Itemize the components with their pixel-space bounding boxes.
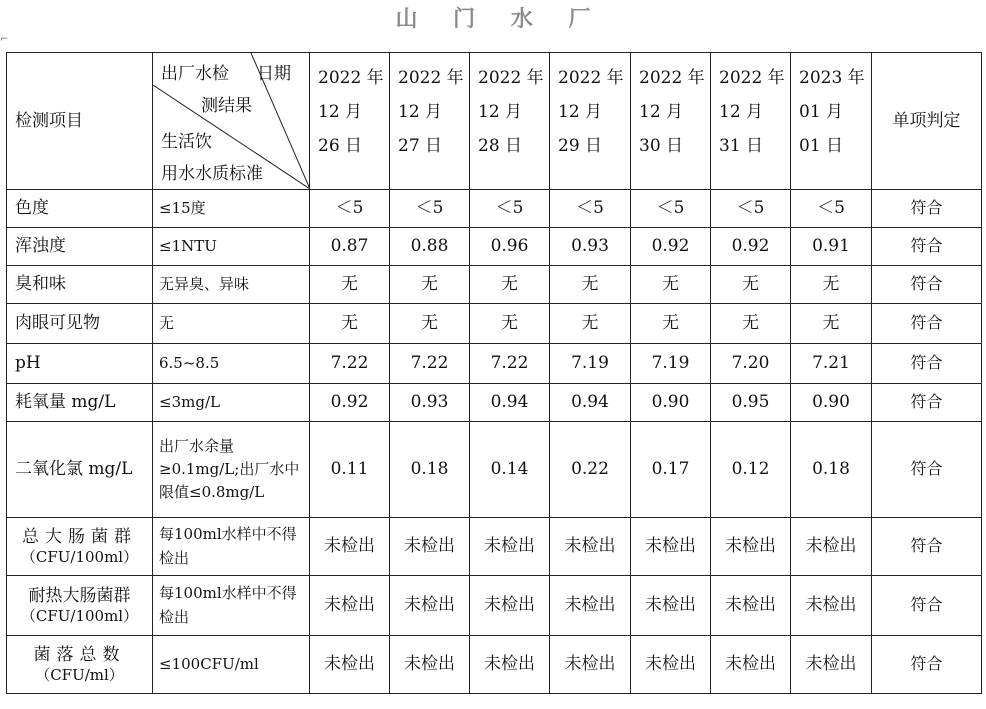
row-standard: ≤15度 xyxy=(153,190,310,228)
row-standard: 每100ml水样中不得检出 xyxy=(153,576,310,636)
row-value: 0.12 xyxy=(711,422,791,518)
row-value: 7.20 xyxy=(711,344,791,384)
date-day: 30 日 xyxy=(639,136,684,156)
row-value: 未检出 xyxy=(310,576,390,636)
row-value: 未检出 xyxy=(390,576,470,636)
row-value: 未检出 xyxy=(711,576,791,636)
row-item: 浑浊度 xyxy=(7,228,153,266)
row-value: 7.21 xyxy=(791,344,872,384)
row-standard: 出厂水余量≥0.1mg/L;出厂水中限值≤0.8mg/L xyxy=(153,422,310,518)
row-value: 0.94 xyxy=(550,384,631,422)
date-day: 28 日 xyxy=(478,136,523,156)
row-value: 无 xyxy=(711,266,791,304)
date-month: 01 月 xyxy=(799,102,844,122)
row-value: 无 xyxy=(390,304,470,344)
date-day: 26 日 xyxy=(318,136,363,156)
date-year: 2023 年 xyxy=(799,68,865,88)
table-row xyxy=(7,228,982,266)
row-judge: 符合 xyxy=(872,304,982,344)
row-value: 未检出 xyxy=(470,518,550,576)
header-date xyxy=(631,53,711,190)
row-value: 未检出 xyxy=(470,636,550,694)
row-value: 0.18 xyxy=(791,422,872,518)
row-judge: 符合 xyxy=(872,344,982,384)
row-value: 无 xyxy=(310,266,390,304)
diag-top-left-label: 出厂水检 xyxy=(161,64,229,84)
date-year: 2022 年 xyxy=(478,68,544,88)
header-date xyxy=(711,53,791,190)
row-value: 0.11 xyxy=(310,422,390,518)
water-quality-table xyxy=(6,52,982,694)
row-value: 7.22 xyxy=(310,344,390,384)
row-judge: 符合 xyxy=(872,422,982,518)
row-item xyxy=(7,518,153,576)
table-row xyxy=(7,344,982,384)
date-month: 12 月 xyxy=(318,102,363,122)
date-day: 27 日 xyxy=(398,136,443,156)
row-value: 无 xyxy=(390,266,470,304)
row-value: 无 xyxy=(310,304,390,344)
row-value: 0.87 xyxy=(310,228,390,266)
row-value: 0.92 xyxy=(711,228,791,266)
row-value: ＜5 xyxy=(631,190,711,228)
row-standard: ≤100CFU/ml xyxy=(153,636,310,694)
row-standard: ≤1NTU xyxy=(153,228,310,266)
row-item-unit: （CFU/ml） xyxy=(35,665,124,684)
row-value: 未检出 xyxy=(470,576,550,636)
row-value: ＜5 xyxy=(550,190,631,228)
date-month: 12 月 xyxy=(558,102,603,122)
row-item: 肉眼可见物 xyxy=(7,304,153,344)
row-value: 无 xyxy=(470,304,550,344)
row-value: 无 xyxy=(631,266,711,304)
row-standard: 无 xyxy=(153,304,310,344)
row-item-name: 总大肠菌群 xyxy=(22,526,137,547)
row-item-name: 菌落总数 xyxy=(33,644,126,665)
row-value: 0.93 xyxy=(550,228,631,266)
row-value: 未检出 xyxy=(791,576,872,636)
header-date xyxy=(310,53,390,190)
date-day: 29 日 xyxy=(558,136,603,156)
row-value: 未检出 xyxy=(791,636,872,694)
row-value: 0.92 xyxy=(631,228,711,266)
row-value: 未检出 xyxy=(310,518,390,576)
date-year: 2022 年 xyxy=(558,68,624,88)
row-value: 无 xyxy=(631,304,711,344)
row-value: 0.18 xyxy=(390,422,470,518)
header-row xyxy=(7,53,982,190)
row-value: 无 xyxy=(711,304,791,344)
row-value: 无 xyxy=(470,266,550,304)
row-value: 0.90 xyxy=(631,384,711,422)
date-day: 01 日 xyxy=(799,136,844,156)
row-standard: 6.5~8.5 xyxy=(153,344,310,384)
row-value: 0.22 xyxy=(550,422,631,518)
row-value: 0.90 xyxy=(791,384,872,422)
row-judge: 符合 xyxy=(872,266,982,304)
row-value: ＜5 xyxy=(310,190,390,228)
row-value: 无 xyxy=(791,266,872,304)
header-date xyxy=(470,53,550,190)
row-judge: 符合 xyxy=(872,636,982,694)
row-item xyxy=(7,576,153,636)
row-judge: 符合 xyxy=(872,518,982,576)
table-row xyxy=(7,384,982,422)
page-title: 山 门 水 厂 xyxy=(395,7,605,32)
table-row xyxy=(7,190,982,228)
row-value: ＜5 xyxy=(711,190,791,228)
row-value: 0.17 xyxy=(631,422,711,518)
row-item: 二氧化氯 mg/L xyxy=(7,422,153,518)
diag-top-right-label: 日期 xyxy=(257,64,291,84)
row-value: 无 xyxy=(550,304,631,344)
table-row xyxy=(7,636,982,694)
row-judge: 符合 xyxy=(872,190,982,228)
corner-mark: ⌐ xyxy=(0,34,9,45)
row-item-unit: （CFU/100ml） xyxy=(20,606,139,625)
header-judge-label: 单项判定 xyxy=(872,53,982,190)
row-value: 未检出 xyxy=(711,518,791,576)
header-date xyxy=(390,53,470,190)
row-value: 未检出 xyxy=(711,636,791,694)
table-row xyxy=(7,422,982,518)
date-year: 2022 年 xyxy=(398,68,464,88)
row-value: 未检出 xyxy=(550,636,631,694)
date-month: 12 月 xyxy=(639,102,684,122)
header-item-label: 检测项目 xyxy=(7,53,153,190)
row-item: pH xyxy=(7,344,153,384)
date-day: 31 日 xyxy=(719,136,764,156)
row-value: 0.93 xyxy=(390,384,470,422)
row-value: 未检出 xyxy=(550,518,631,576)
row-standard: ≤3mg/L xyxy=(153,384,310,422)
row-value: 0.92 xyxy=(310,384,390,422)
table-row xyxy=(7,576,982,636)
row-judge: 符合 xyxy=(872,384,982,422)
header-date xyxy=(791,53,872,190)
row-value: 0.94 xyxy=(470,384,550,422)
row-value: ＜5 xyxy=(390,190,470,228)
row-value: 未检出 xyxy=(550,576,631,636)
date-year: 2022 年 xyxy=(318,68,384,88)
row-value: 7.19 xyxy=(550,344,631,384)
header-date xyxy=(550,53,631,190)
row-standard: 每100ml水样中不得检出 xyxy=(153,518,310,576)
diag-bottom-label-2: 用水水质标准 xyxy=(161,164,263,184)
table-row xyxy=(7,266,982,304)
row-value: 无 xyxy=(550,266,631,304)
header-diagonal-cell xyxy=(153,53,310,190)
row-value: ＜5 xyxy=(791,190,872,228)
row-judge: 符合 xyxy=(872,228,982,266)
row-value: 0.14 xyxy=(470,422,550,518)
row-value: 0.96 xyxy=(470,228,550,266)
row-value: 7.22 xyxy=(390,344,470,384)
row-item-unit: （CFU/100ml） xyxy=(20,547,139,566)
diag-bottom-label-1: 生活饮 xyxy=(161,132,212,152)
row-value: 未检出 xyxy=(390,518,470,576)
date-month: 12 月 xyxy=(719,102,764,122)
row-value: 未检出 xyxy=(791,518,872,576)
row-value: 未检出 xyxy=(631,636,711,694)
diag-middle-label: 测结果 xyxy=(201,96,252,116)
row-value: 0.95 xyxy=(711,384,791,422)
row-item-name: 耐热大肠菌群 xyxy=(28,585,131,606)
row-judge: 符合 xyxy=(872,576,982,636)
row-value: 0.88 xyxy=(390,228,470,266)
row-item: 色度 xyxy=(7,190,153,228)
date-year: 2022 年 xyxy=(719,68,785,88)
table-row xyxy=(7,304,982,344)
row-value: 未检出 xyxy=(310,636,390,694)
row-value: 未检出 xyxy=(631,576,711,636)
date-month: 12 月 xyxy=(478,102,523,122)
date-month: 12 月 xyxy=(398,102,443,122)
row-standard: 无异臭、异味 xyxy=(153,266,310,304)
row-value: 未检出 xyxy=(631,518,711,576)
table-row xyxy=(7,518,982,576)
row-value: 无 xyxy=(791,304,872,344)
row-value: 7.22 xyxy=(470,344,550,384)
row-value: 7.19 xyxy=(631,344,711,384)
row-item: 臭和味 xyxy=(7,266,153,304)
date-year: 2022 年 xyxy=(639,68,705,88)
row-value: 未检出 xyxy=(390,636,470,694)
row-item: 耗氧量 mg/L xyxy=(7,384,153,422)
row-item xyxy=(7,636,153,694)
row-value: ＜5 xyxy=(470,190,550,228)
row-value: 0.91 xyxy=(791,228,872,266)
